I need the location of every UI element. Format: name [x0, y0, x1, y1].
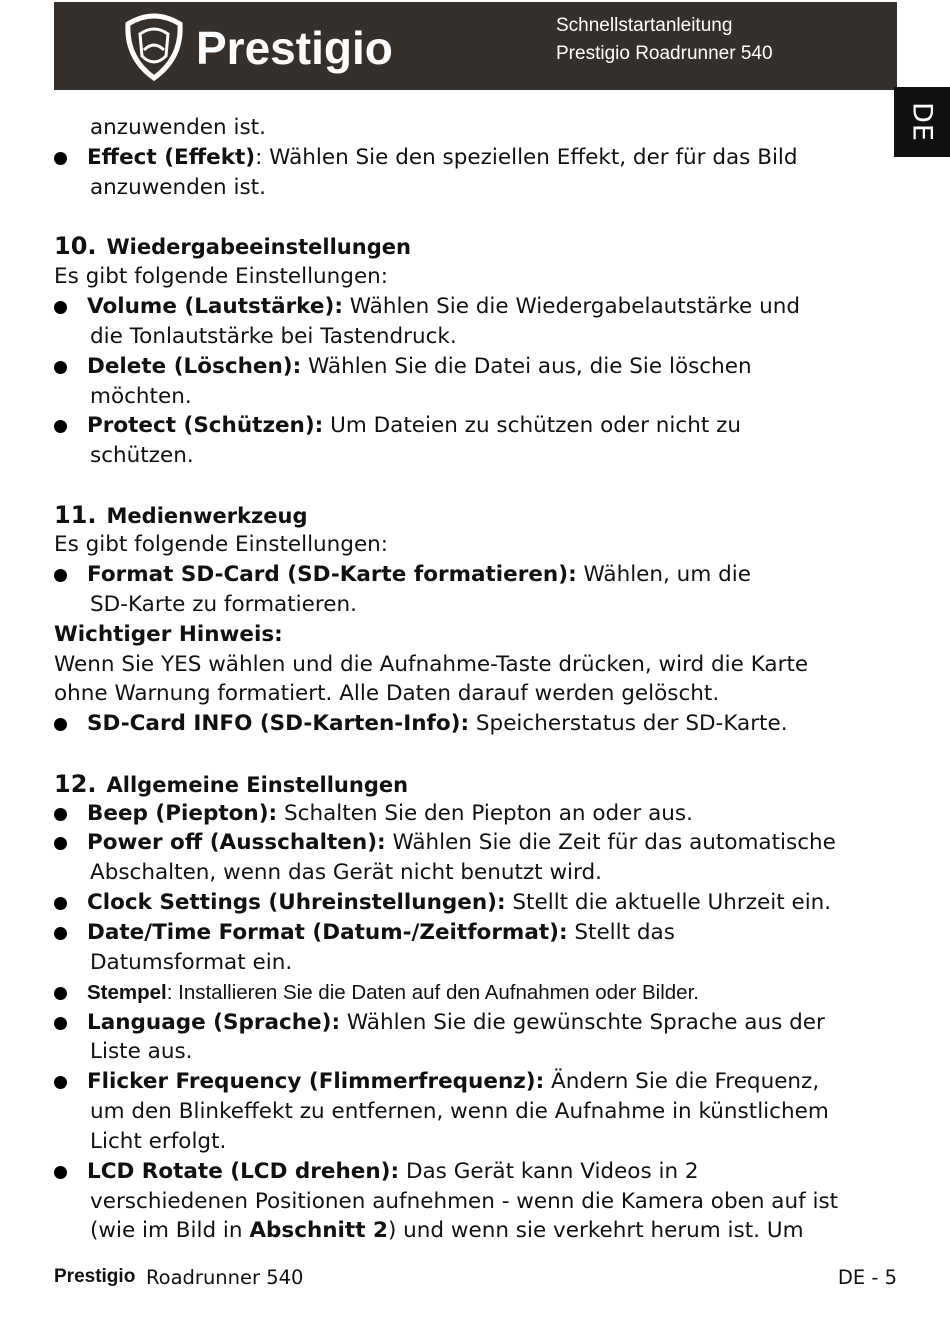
text-line: Datumsformat ein. — [90, 950, 293, 975]
section-intro: Es gibt folgende Einstellungen: — [54, 532, 389, 557]
shield-icon — [128, 16, 180, 78]
text-line: Abschalten, wenn das Gerät nicht benutzt wird. — [90, 860, 602, 885]
text-line: die Tonlautstärke bei Tastendruck. — [90, 324, 457, 349]
svg-text:Prestigio: Prestigio — [54, 1266, 136, 1287]
footer-model: Roadrunner 540 — [146, 1266, 304, 1289]
list-item-delete: Delete (Löschen): Wählen Sie die Datei aus, die Sie löschen — [87, 352, 752, 382]
list-item-sd-info: SD-Card INFO (SD-Karten-Info): Speicherstatus der SD-Karte. — [87, 709, 788, 739]
list-item-lcd-rotate: LCD Rotate (LCD drehen): Das Gerät kann Videos in 2 — [87, 1157, 699, 1187]
list-item-format: Format SD-Card (SD-Karte formatieren): Wählen, um die — [87, 560, 751, 590]
text-line: Liste aus. — [90, 1039, 193, 1064]
list-item-flicker: Flicker Frequency (Flimmerfrequenz): Ändern Sie die Frequenz, — [87, 1067, 819, 1097]
language-tab-label: DE — [906, 102, 938, 142]
text-line: SD-Karte zu formatieren. — [90, 592, 357, 617]
text-line: möchten. — [90, 384, 192, 409]
text-line: um den Blinkeffekt zu entfernen, wenn die Aufnahme in künstlichem — [90, 1099, 829, 1124]
language-tab — [894, 87, 950, 157]
list-item-effect: Effect (Effekt): Wählen Sie den speziellen Effekt, der für das Bild — [87, 143, 798, 173]
header-text — [556, 12, 773, 68]
section-heading-11: 11. Medienwerkzeug — [54, 501, 308, 529]
note-title: Wichtiger Hinweis: — [54, 622, 283, 647]
list-item-stamp: Stempel: Installieren Sie die Daten auf den Aufnahmen oder Bilder. — [87, 978, 699, 1008]
list-item-power-off: Power off (Ausschalten): Wählen Sie die Zeit für das automatische — [87, 828, 836, 858]
section-intro: Es gibt folgende Einstellungen: — [54, 264, 389, 289]
prestigio-logo — [118, 10, 478, 82]
text-line: anzuwenden ist. — [90, 115, 266, 140]
page-header — [54, 2, 897, 90]
section-heading-10: 10. Wiedergabeeinstellungen — [54, 232, 411, 260]
page-footer — [54, 1262, 897, 1292]
text-line: (wie im Bild in Abschnitt 2) und wenn sie verkehrt herum ist. Um — [90, 1218, 804, 1243]
list-item-protect: Protect (Schützen): Um Dateien zu schützen oder nicht zu — [87, 411, 741, 441]
page-number: DE - 5 — [837, 1266, 897, 1289]
text-line: schützen. — [90, 443, 194, 468]
list-item-language: Language (Sprache): Wählen Sie die gewünschte Sprache aus der — [87, 1008, 825, 1038]
note-text: Wenn Sie YES wählen und die Aufnahme-Taste drücken, wird die Karte — [54, 652, 809, 677]
text-line: Licht erfolgt. — [90, 1129, 227, 1154]
footer-logo — [54, 1262, 140, 1288]
text-line: anzuwenden ist. — [90, 175, 266, 200]
list-item-clock: Clock Settings (Uhreinstellungen): Stellt die aktuelle Uhrzeit ein. — [87, 888, 831, 918]
list-item-date-format: Date/Time Format (Datum-/Zeitformat): Stellt das — [87, 918, 675, 948]
note-text: ohne Warnung formatiert. Alle Daten darauf werden gelöscht. — [54, 681, 720, 706]
header-doc-type: Schnellstartanleitung — [556, 15, 733, 36]
section-heading-12: 12. Allgemeine Einstellungen — [54, 770, 409, 798]
text-line: verschiedenen Positionen aufnehmen - wenn die Kamera oben auf ist — [90, 1189, 839, 1214]
svg-text:Prestigio: Prestigio — [196, 22, 393, 74]
list-item-volume: Volume (Lautstärke): Wählen Sie die Wiedergabelautstärke und — [87, 292, 800, 322]
header-product: Prestigio Roadrunner 540 — [556, 43, 773, 64]
list-item-beep: Beep (Piepton): Schalten Sie den Piepton an oder aus. — [87, 799, 693, 829]
